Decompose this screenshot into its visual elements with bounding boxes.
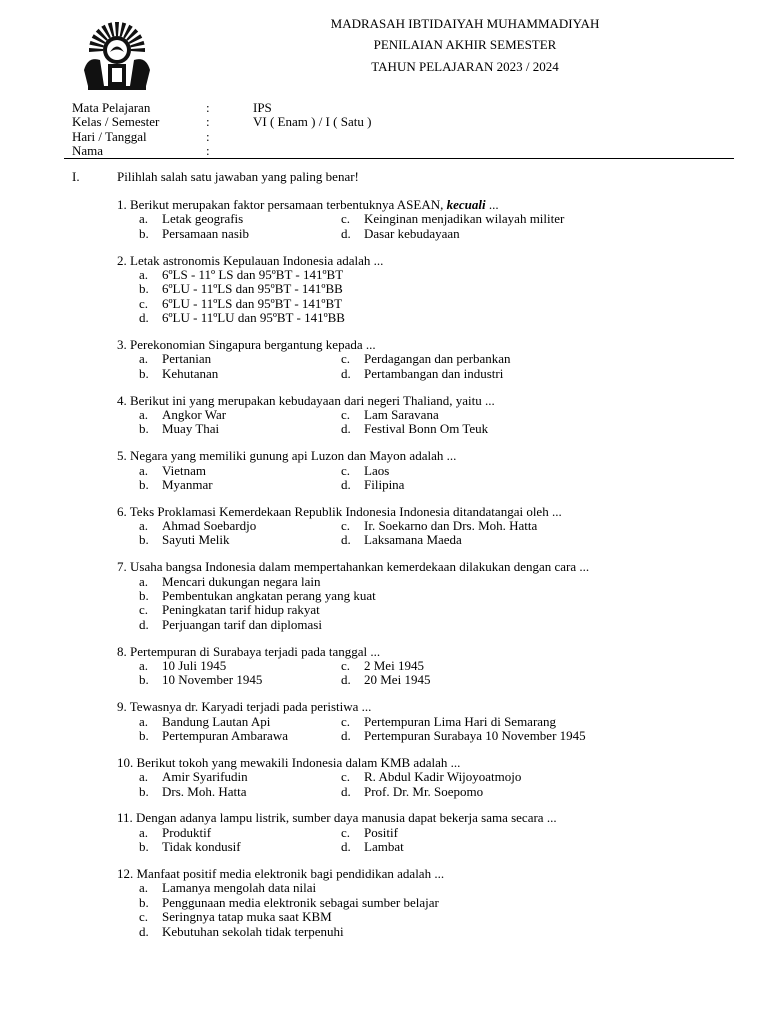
option-letter: a. (139, 658, 149, 674)
option-row (117, 770, 737, 784)
option-row (117, 603, 737, 617)
option-row (117, 408, 737, 422)
option-letter: b. (139, 783, 149, 799)
option-text: Pertempuran Lima Hari di Semarang (364, 713, 557, 729)
option-text: Lamanya mengolah data nilai (162, 880, 317, 896)
option-row (117, 311, 737, 325)
question-stem (117, 338, 737, 352)
option-text: Myanmar (162, 476, 213, 492)
question-item (117, 505, 737, 548)
option-letter: a. (139, 573, 149, 589)
option-letter: a. (139, 824, 149, 840)
question-number: 7. (117, 559, 127, 575)
option-text: Tidak kondusif (162, 839, 241, 855)
question-item (117, 645, 737, 688)
option-text: Ir. Soekarno dan Drs. Moh. Hatta (364, 518, 538, 534)
option-letter: b. (139, 225, 149, 241)
identity-row (72, 101, 472, 115)
option-text: 6ºLU - 11ºLS dan 95ºBT - 141ºBB (162, 281, 343, 297)
question-number: 4. (117, 392, 127, 408)
academic-year: TAHUN PELAJARAN 2023 / 2024 (371, 59, 559, 74)
option-letter: d. (341, 839, 351, 855)
option-text: Kehutanan (162, 365, 219, 381)
option-row (117, 896, 737, 910)
option-row (117, 268, 737, 282)
option-row (117, 352, 737, 366)
option-text: Amir Syarifudin (162, 769, 248, 785)
option-text: Muay Thai (162, 421, 220, 437)
option-letter: c. (341, 769, 351, 785)
option-letter: b. (139, 476, 149, 492)
option-letter: d. (341, 672, 351, 688)
option-letter: c. (139, 295, 149, 311)
option-letter: c. (139, 602, 149, 618)
option-row (117, 925, 737, 939)
option-letter: b. (139, 281, 149, 297)
option-letter: d. (341, 225, 351, 241)
option-text: 10 November 1945 (162, 672, 263, 688)
question-number: 12. (117, 865, 134, 881)
option-text: Pertambangan dan industri (364, 365, 504, 381)
question-text: Berikut merupakan faktor persamaan terbentuknya ASEAN, (130, 197, 447, 212)
option-text: Persamaan nasib (162, 225, 250, 241)
option-text: R. Abdul Kadir Wijoyoatmojo (364, 769, 522, 785)
question-keyword: kecuali (446, 197, 486, 212)
question-item (117, 560, 737, 632)
option-letter: a. (139, 713, 149, 729)
option-text: Produktif (162, 824, 212, 840)
option-letter: b. (139, 421, 149, 437)
option-text: Mencari dukungan negara lain (162, 573, 321, 589)
option-text: 6ºLU - 11ºLS dan 95ºBT - 141ºBT (162, 295, 343, 311)
option-text: Lambat (364, 839, 404, 855)
option-row (117, 227, 737, 241)
option-letter: a. (139, 351, 149, 367)
question-stem (117, 756, 737, 770)
question-stem (117, 505, 737, 519)
question-text: Negara yang memiliki gunung api Luzon dan Mayon adalah ... (130, 448, 457, 464)
muhammadiyah-sun-logo-icon (78, 20, 156, 92)
option-row (117, 589, 737, 603)
option-letter: b. (139, 894, 149, 910)
question-stem (117, 198, 737, 212)
option-letter: c. (341, 518, 351, 534)
option-letter: c. (341, 351, 351, 367)
question-text: Perekonomian Singapura bergantung kepada ... (130, 336, 376, 352)
option-text: 6ºLU - 11ºLU dan 95ºBT - 141ºBB (162, 310, 345, 326)
option-row (117, 826, 737, 840)
option-text: Lam Saravana (364, 406, 439, 422)
identity-row (72, 115, 472, 129)
question-text: Berikut tokoh yang mewakili Indonesia dalam KMB adalah ... (136, 754, 461, 770)
question-stem (117, 700, 737, 714)
question-text: Berikut ini yang merupakan kebudayaan dari negeri Thaliand, yaitu ... (130, 392, 495, 408)
option-letter: c. (341, 658, 351, 674)
option-text: Peningkatan tarif hidup rakyat (162, 602, 320, 618)
option-text: Seringnya tatap muka saat KBM (162, 909, 332, 925)
option-text: Festival Bonn Om Teuk (364, 421, 489, 437)
exam-title: PENILAIAN AKHIR SEMESTER (373, 37, 557, 52)
identity-label: Mata Pelajaran (72, 100, 151, 115)
question-stem (117, 811, 737, 825)
option-text: Pertanian (162, 351, 212, 367)
option-letter: c. (341, 824, 351, 840)
question-number: 2. (117, 252, 127, 268)
question-number: 1. (117, 197, 127, 212)
option-letter: b. (139, 727, 149, 743)
school-name: MADRASAH IBTIDAIYAH MUHAMMADIYAH (330, 16, 600, 31)
question-number: 11. (117, 810, 133, 826)
option-letter: d. (341, 421, 351, 437)
question-text: Letak astronomis Kepulauan Indonesia adalah ... (130, 252, 384, 268)
option-text: Vietnam (162, 462, 206, 478)
option-letter: d. (341, 365, 351, 381)
option-row (117, 729, 737, 743)
question-item (117, 198, 737, 241)
question-stem (117, 449, 737, 463)
option-letter: a. (139, 518, 149, 534)
option-row (117, 422, 737, 436)
option-row (117, 297, 737, 311)
option-text: 2 Mei 1945 (364, 658, 424, 674)
option-letter: c. (341, 713, 351, 729)
question-text: Dengan adanya lampu listrik, sumber daya manusia dapat bekerja sama secara ... (136, 810, 557, 826)
identity-colon: : (206, 100, 210, 115)
header-divider (64, 158, 734, 159)
option-text: Penggunaan media elektronik sebagai sumber belajar (162, 894, 439, 910)
question-text: Pertempuran di Surabaya terjadi pada tanggal ... (130, 643, 381, 659)
question-stem (117, 394, 737, 408)
question-text: Usaha bangsa Indonesia dalam mempertahankan kemerdekaan dilakukan dengan cara ... (130, 559, 590, 575)
option-letter: c. (341, 462, 351, 478)
identity-colon: : (206, 114, 210, 130)
option-row (117, 478, 737, 492)
option-letter: a. (139, 769, 149, 785)
option-text: 6ºLS - 11º LS dan 95ºBT - 141ºBT (162, 266, 344, 282)
question-number: 3. (117, 336, 127, 352)
identity-colon: : (206, 128, 210, 144)
question-item (117, 811, 737, 854)
option-text: Pertempuran Surabaya 10 November 1945 (364, 727, 586, 743)
question-text: Tewasnya dr. Karyadi terjadi pada peristiwa ... (129, 699, 372, 715)
option-row (117, 618, 737, 632)
option-row (117, 673, 737, 687)
identity-label: Kelas / Semester (72, 114, 160, 130)
option-text: 10 Juli 1945 (162, 658, 227, 674)
question-text: Teks Proklamasi Kemerdekaan Republik Indonesia Indonesia ditandatangai oleh ... (129, 503, 562, 519)
option-text: Sayuti Melik (162, 532, 230, 548)
option-text: Pembentukan angkatan perang yang kuat (162, 588, 376, 604)
identity-label: Hari / Tanggal (72, 128, 147, 144)
question-list (117, 198, 737, 951)
option-text: Laksamana Maeda (364, 532, 462, 548)
option-letter: b. (139, 588, 149, 604)
option-text: Ahmad Soebardjo (162, 518, 257, 534)
option-text: Letak geografis (162, 211, 244, 227)
option-row (117, 464, 737, 478)
option-row (117, 910, 737, 924)
option-text: Perdagangan dan perbankan (364, 351, 511, 367)
option-letter: c. (139, 909, 149, 925)
question-number: 8. (117, 643, 127, 659)
option-letter: a. (139, 266, 149, 282)
option-row (117, 282, 737, 296)
option-row (117, 881, 737, 895)
option-text: Kebutuhan sekolah tidak terpenuhi (162, 923, 344, 939)
option-row (117, 212, 737, 226)
section-number: I. (72, 169, 80, 184)
identity-colon: : (206, 143, 210, 159)
identity-row (72, 144, 472, 158)
identity-value: VI ( Enam ) / I ( Satu ) (253, 114, 372, 130)
option-letter: d. (341, 727, 351, 743)
option-row (117, 575, 737, 589)
question-item (117, 756, 737, 799)
option-text: Keinginan menjadikan wilayah militer (364, 211, 565, 227)
identity-block (72, 101, 472, 159)
option-letter: b. (139, 365, 149, 381)
option-row (117, 519, 737, 533)
option-text: Filipina (364, 476, 405, 492)
option-text: Laos (364, 462, 390, 478)
question-number: 5. (117, 448, 127, 464)
question-item (117, 449, 737, 492)
question-item (117, 867, 737, 939)
question-item (117, 700, 737, 743)
option-row (117, 659, 737, 673)
option-letter: a. (139, 880, 149, 896)
identity-label: Nama (72, 143, 104, 159)
option-letter: d. (139, 310, 149, 326)
option-text: Drs. Moh. Hatta (162, 783, 247, 799)
option-letter: a. (139, 462, 149, 478)
option-text: 20 Mei 1945 (364, 672, 431, 688)
option-letter: c. (341, 406, 351, 422)
option-letter: d. (341, 476, 351, 492)
option-text: Positif (364, 824, 398, 840)
option-row (117, 533, 737, 547)
question-item (117, 338, 737, 381)
option-letter: b. (139, 839, 149, 855)
option-text: Pertempuran Ambarawa (162, 727, 288, 743)
question-stem (117, 560, 737, 574)
option-text: Perjuangan tarif dan diplomasi (162, 616, 322, 632)
option-letter: d. (139, 923, 149, 939)
option-letter: b. (139, 532, 149, 548)
option-text: Bandung Lautan Api (162, 713, 271, 729)
question-number: 6. (117, 503, 127, 519)
option-text: Angkor War (162, 406, 227, 422)
question-text: Manfaat positif media elektronik bagi pendidikan adalah ... (136, 865, 445, 881)
option-row (117, 840, 737, 854)
option-row (117, 367, 737, 381)
option-text: Prof. Dr. Mr. Soepomo (364, 783, 484, 799)
option-row (117, 785, 737, 799)
option-letter: b. (139, 672, 149, 688)
identity-row (72, 130, 472, 144)
question-number: 9. (117, 699, 127, 715)
option-letter: d. (341, 783, 351, 799)
identity-value: IPS (253, 100, 272, 115)
question-item (117, 394, 737, 437)
question-stem (117, 867, 737, 881)
option-letter: d. (341, 532, 351, 548)
option-letter: d. (139, 616, 149, 632)
option-text: Dasar kebudayaan (364, 225, 460, 241)
question-text-end: ... (485, 197, 499, 212)
option-row (117, 715, 737, 729)
option-letter: a. (139, 406, 149, 422)
section-instruction: Pilihlah salah satu jawaban yang paling benar! (117, 169, 359, 184)
question-item (117, 254, 737, 326)
option-letter: a. (139, 211, 149, 227)
option-letter: c. (341, 211, 351, 227)
question-stem (117, 254, 737, 268)
question-stem (117, 645, 737, 659)
question-number: 10. (117, 754, 134, 770)
